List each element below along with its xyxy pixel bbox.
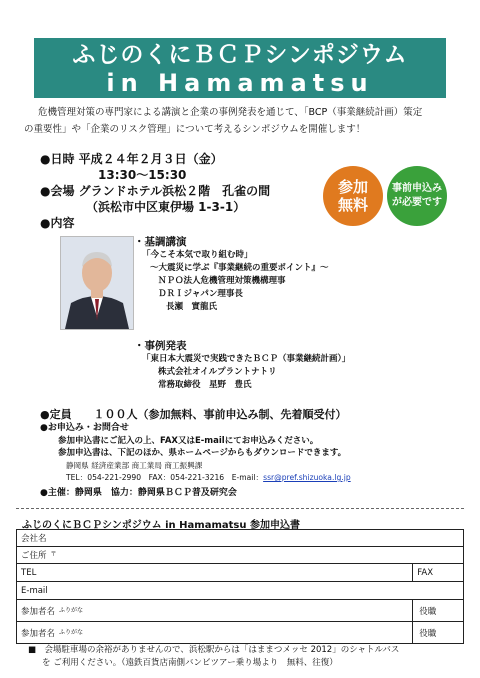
free-badge bbox=[323, 166, 383, 226]
participant-name-field[interactable] bbox=[17, 622, 413, 644]
postal-mark: 〒 bbox=[50, 551, 57, 558]
venue-label: ●会場 bbox=[40, 184, 75, 198]
host-line: ●主催：静岡県 協力：静岡県ＢＣＰ普及研究会 bbox=[40, 488, 237, 498]
furigana-label: ふりがな bbox=[59, 606, 84, 614]
keynote-org: ＮＰＯ法人危機管理対策機構理事 bbox=[158, 276, 286, 286]
venue-value: グランドホテル浜松２階 孔雀の間 bbox=[78, 184, 271, 198]
note-line: を ご利用ください。（遠鉄百貨店南側バンビツアー乗り場より 無料、往復） bbox=[42, 658, 338, 668]
capacity-value: １００人（参加無料、事前申込み制、先着順受付） bbox=[93, 408, 347, 421]
date-value: 平成２４年２月３日（金） bbox=[78, 152, 223, 166]
banner-title: ふじのくにＢＣＰシンポジウム bbox=[72, 42, 408, 68]
registration-badge-line: 事前申込み bbox=[392, 183, 442, 194]
email-label: E-mail bbox=[21, 585, 48, 596]
time-value: 13:30～15:30 bbox=[98, 168, 187, 182]
banner-subtitle: in Hamamatsu bbox=[106, 69, 374, 97]
content-label: ●内容 bbox=[40, 216, 75, 230]
email-link[interactable]: ssr@pref.shizuoka.lg.jp bbox=[263, 473, 351, 482]
speaker-photo bbox=[60, 236, 134, 330]
case-person: 常務取締役 星野 豊氏 bbox=[158, 380, 252, 390]
keynote-heading: ・基調講演 bbox=[134, 236, 187, 248]
keynote-title: 「今こそ本気で取り組む時」 bbox=[142, 250, 253, 260]
email-field[interactable] bbox=[17, 582, 464, 600]
contact-label: ●お申込み・お問合せ bbox=[40, 423, 129, 433]
application-form bbox=[16, 529, 464, 644]
parking-note bbox=[28, 644, 468, 670]
capacity-label: ●定員 bbox=[40, 408, 72, 421]
address-field[interactable] bbox=[17, 547, 464, 564]
cut-line bbox=[16, 508, 464, 509]
case-heading: ・事例発表 bbox=[134, 340, 187, 352]
position-label: 役職 bbox=[419, 628, 437, 639]
contact-line: 参加申込書は、下記のほか、県ホームページからもダウンロードできます。 bbox=[58, 448, 347, 458]
address-label: ご住所 bbox=[21, 551, 47, 561]
contact-line: 参加申込書にご記入の上、FAX又はE-mailにてお申込みください。 bbox=[58, 436, 319, 446]
speaker-portrait bbox=[61, 237, 133, 329]
company-label: 会社名 bbox=[21, 534, 47, 544]
intro-line: 危機管理対策の専門家による講演と企業の事例発表を通じて、「BCP（事業継続計画）策定 bbox=[38, 107, 423, 118]
contact-dept: 静岡県 経済産業部 商工業局 商工振興課 bbox=[66, 461, 203, 470]
note-line: ■ 会場駐車場の余裕がありませんので、浜松駅からは「はままつメッセ 2012」のシャトルバス bbox=[28, 645, 400, 655]
keynote-speaker: 長瀬 實龍氏 bbox=[166, 302, 218, 312]
case-title: 「東日本大震災で実践できたＢＣＰ（事業継続計画）」 bbox=[142, 354, 351, 364]
tel-label: TEL bbox=[21, 567, 37, 578]
date-row bbox=[40, 150, 223, 167]
case-company: 株式会社オイルプラントナトリ bbox=[158, 367, 277, 377]
contact-tel-fax: TEL：054-221-2990 FAX：054-221-3216 E-mail： bbox=[66, 473, 264, 482]
furigana-label: ふりがな bbox=[59, 628, 84, 636]
form-title: ふじのくにＢＣＰシンポジウム in Hamamatsu 参加申込書 bbox=[22, 520, 300, 531]
date-label: ●日時 bbox=[40, 152, 75, 166]
tel-field[interactable] bbox=[17, 564, 413, 582]
keynote-org: ＤＲＩジャパン理事長 bbox=[158, 289, 243, 299]
participant-label: 参加者名 bbox=[21, 628, 56, 639]
position-label: 役職 bbox=[419, 606, 437, 617]
fax-field[interactable] bbox=[413, 564, 464, 582]
registration-badge bbox=[387, 166, 447, 226]
intro-text bbox=[24, 104, 464, 138]
contact-phone-row bbox=[66, 472, 351, 483]
participant-label: 参加者名 bbox=[21, 606, 56, 617]
position-field[interactable] bbox=[413, 622, 464, 644]
free-badge-line: 無料 bbox=[337, 196, 368, 214]
intro-line: の重要性」や「企業のリスク管理」について考えるシンポジウムを開催します！ bbox=[24, 124, 366, 135]
venue-row bbox=[40, 182, 270, 199]
participant-name-field[interactable] bbox=[17, 600, 413, 622]
registration-badge-line: が必要です bbox=[392, 197, 442, 208]
position-field[interactable] bbox=[413, 600, 464, 622]
capacity-row bbox=[40, 406, 346, 422]
venue-address: （浜松市中区東伊場 1-3-1） bbox=[86, 200, 246, 214]
title-banner bbox=[34, 38, 446, 98]
free-badge-line: 参加 bbox=[337, 178, 368, 196]
fax-label: FAX bbox=[417, 567, 434, 578]
keynote-subtitle: ～大震災に学ぶ『事業継続の重要ポイント』～ bbox=[150, 263, 329, 273]
company-field[interactable] bbox=[17, 530, 464, 547]
